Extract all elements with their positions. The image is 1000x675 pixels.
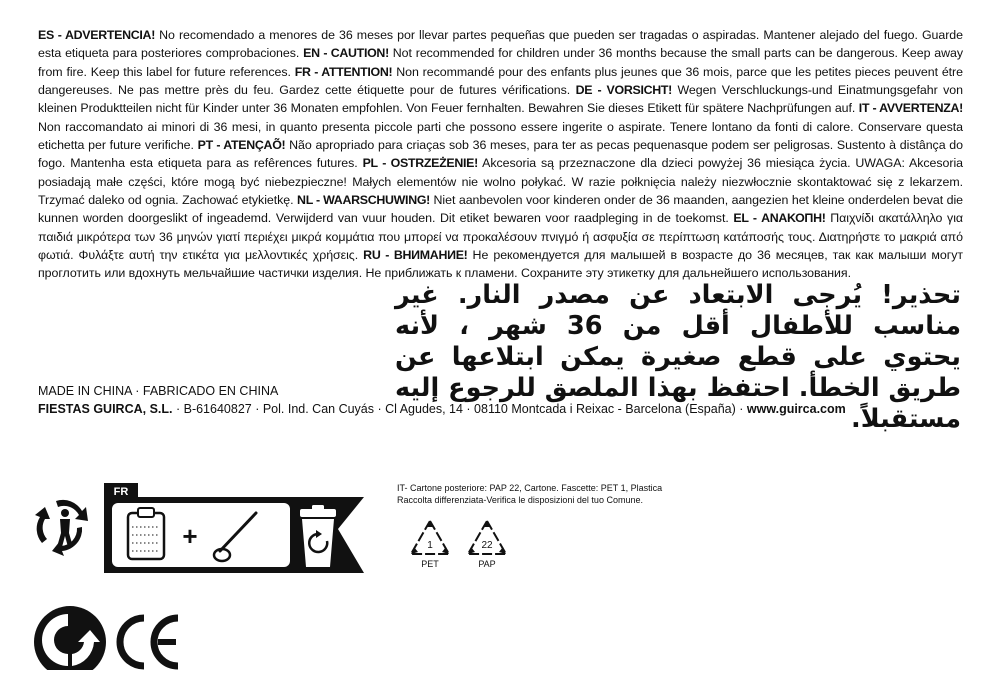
triman-graphic	[34, 483, 370, 575]
recycle-triangle-icon	[408, 518, 452, 558]
recycle-triangle-icon	[465, 518, 509, 558]
warning-label-de: DE - VORSICHT!	[575, 83, 672, 98]
italian-recycling-info	[397, 482, 757, 506]
recycling-line-1: IT- Cartone posteriore: PAP 22, Cartone. Fascette: PET 1, Plastica	[397, 483, 663, 493]
warning-text-el: Παιχνίδι ακατάλληλο για παιδιά μικρότερα των 36 μηνών γιατί περιέχει μικρά κομμάτια που μπορεί να προκαλέσουν πνιγμό ή ασφυξία σε περίπτωση κατάποσής τους. Διατηρήστε το μακριά από φωτιά. Φυλάξτε αυτή την ετικέτα για μελλοντικές χρήσεις.	[38, 211, 964, 263]
warning-label-pl: PL - OSTRZEŻENIE!	[362, 156, 478, 171]
warning-text-de: Wegen Verschluckungs-und Einatmungsgefahr von kleinen Produktteilen nicht für Kinder unter 36 Monaten empfohlen. Von Feuer fernhalten. Bewahren Sie dieses Etikett für spätere Nachprüfungen auf.	[38, 83, 963, 116]
recycle-number: 1	[427, 540, 433, 551]
recycle-code: PET	[421, 559, 439, 569]
recycling-line-2: Raccolta differenziata-Verifica le disposizioni del tuo Comune.	[397, 495, 643, 505]
warning-label-el: EL - ΑΝΑΚΟΠΗ!	[733, 211, 826, 226]
warning-label-en: EN - CAUTION!	[303, 46, 389, 61]
recycle-code-pet	[408, 518, 452, 570]
company-name: FIESTAS GUIRCA, S.L.	[38, 402, 173, 416]
recycle-code: PAP	[478, 559, 496, 569]
warning-text-pt: Não apropriado para criaças sob 36 meses, para ter as pecas pequenasque podem ser peligrosas. Sustento à distânça do fogo. Mantenha esta etiqueta para as refêrences futures.	[38, 138, 963, 171]
ce-mark	[114, 610, 184, 670]
recycling-bin-icon	[300, 505, 336, 567]
multilingual-warnings	[38, 26, 963, 283]
warning-text-es: No recomendado a menores de 36 meses por llevar partes pequeñas que pueden ser tragadas o aspiradas. Mantener alejado del fuego. Guarde esta etiqueta para posteriores comprobaciones.	[38, 28, 963, 61]
plus-sign: +	[182, 521, 198, 551]
warning-text-fr: Non recommandé pour des enfants plus jeunes que 36 mois, parce que les petites pieces peuvent étre dangereuses. Ne pas mettre près du feu. Gardez cette étiquette pour de futures vérifications.	[38, 64, 963, 98]
warning-label-fr: FR - ATTENTION!	[294, 64, 393, 79]
warning-text-en: Not recommended for children under 36 months because the small parts can be dangerous. Keep away from fire. Keep this label for future references.	[38, 46, 964, 79]
company-website: www.guirca.com	[746, 402, 846, 416]
company-details: · B-61640827 · Pol. Ind. Can Cuyás · Cl Agudes, 14 · 08110 Montcada i Reixac - Barcelona (España) ·	[172, 402, 747, 416]
arabic-warning: تحذير! يُرجى الابتعاد عن مصدر النار. غير مناسب للأطفال أقل من 36 شهر ، لأنه يحتوي على قطع صغيرة يمكن ابتلاعها عن طريق الخطأ. احتفظ بهذا الملصق للرجوع إليه مستقبلاً.	[395, 280, 961, 434]
green-dot-icon	[32, 604, 108, 670]
triman-info-block	[34, 483, 370, 575]
made-in-line: MADE IN CHINA · FABRICADO EN CHINA	[38, 384, 279, 398]
warning-text-it: Non raccomandato ai minori di 36 mesi, in quanto presenta piccole parti che possono essere ingerite o aspirate. Tenere lontano da fonti di calore. Conservare questa etichetta per future verifiche.	[38, 119, 963, 153]
country-code: FR	[113, 486, 129, 498]
warning-text-nl: Niet aanbevolen voor kinderen onder de 36 maanden, aangezien het kleine onderdelen bevat die kunnen worden doorgeslikt of ingeademd. Verwijderd van vuur houden. Dit etiket bewaren voor raadpleging in de toekomst.	[38, 193, 964, 226]
warning-label-es: ES - ADVERTENCIA!	[38, 28, 156, 42]
warning-text-ru: Не рекомендуется для малышей в возрасте до 36 месяцев, так как малыши могут проглотить или вдохнуть мельчайшие частички изделия. Не приближать к пламени. Сохраните эту этикетку для дальнейшего использования.	[38, 248, 963, 281]
ce-mark-graphic	[114, 610, 184, 670]
warning-label-ru: RU - ВНИМАНИЕ!	[363, 248, 468, 263]
warning-label-pt: PT - ATENÇAÕ!	[197, 138, 286, 153]
recycle-number: 22	[481, 540, 493, 551]
recycle-code-pap	[465, 518, 509, 570]
warning-label-nl: NL - WAARSCHUWING!	[297, 193, 431, 208]
warning-text-pl: Akcesoria są przeznaczone dla dzieci powyżej 36 miesiąca życia. UWAGA: Akcesoria posiadają małe części, które mogą być niebezpieczne! Małych elementów nie wolno połykać. W razie połknięcia należy niezwłocznie skontaktować się z lekarzem. Trzymać daleko od ognia. Zachować etykietkę.	[38, 156, 964, 208]
company-info	[38, 402, 846, 416]
warning-label-it: IT - AVVERTENZA!	[858, 101, 963, 116]
triman-icon	[35, 500, 88, 556]
